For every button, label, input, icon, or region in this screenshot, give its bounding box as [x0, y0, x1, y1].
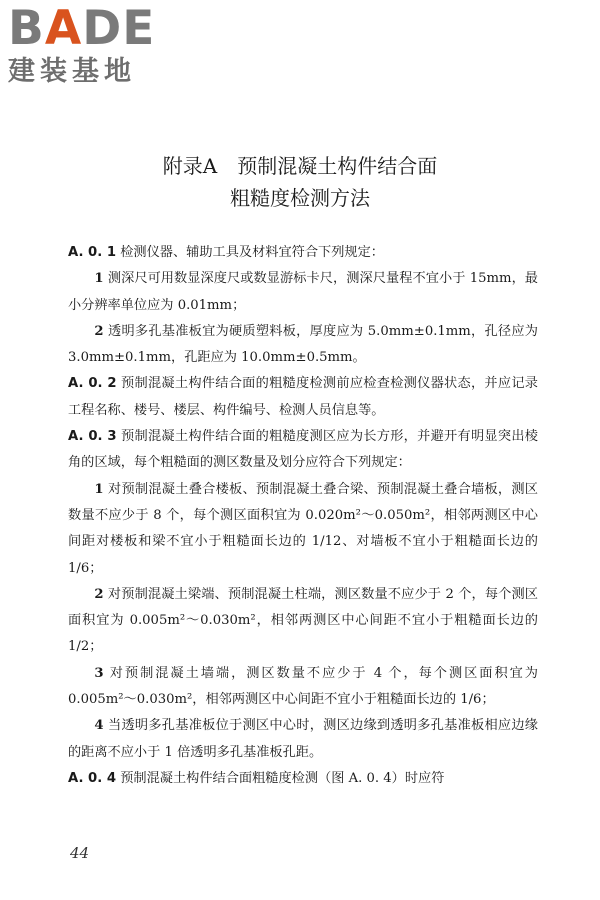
- clause-text: 预制混凝土构件结合面的粗糙度检测前应检查检测仪器状态，并应记录工程名称、楼号、楼层、构件编号、检测人员信息等。: [68, 376, 538, 418]
- appendix-title: [60, 150, 540, 214]
- clause-text: 检测仪器、辅助工具及材料宜符合下列规定：: [116, 245, 384, 260]
- logo-subtitle: 建装基地: [8, 56, 136, 87]
- item-number: 3: [94, 665, 104, 681]
- document-body: [68, 240, 538, 792]
- item-text: 对预制混凝土梁端、预制混凝土柱端，测区数量不应少于 2 个，每个测区面积宜为 0.005m²～0.030m²，相邻两测区中心间距不宜小于粗糙面长边的 1/2；: [68, 586, 538, 655]
- clause-a03-item-2: [68, 582, 538, 661]
- clause-a03-item-4: [68, 713, 538, 766]
- item-text: 透明多孔基准板宜为硬质塑料板，厚度应为 5.0mm±0.1mm，孔径应为 3.0mm±0.1mm，孔距应为 10.0mm±0.5mm。: [68, 323, 538, 366]
- item-number: 2: [94, 586, 104, 602]
- clause-a03: [68, 424, 538, 477]
- item-number: 4: [94, 718, 104, 734]
- clause-number: A. 0. 4: [68, 770, 117, 786]
- clause-a01-item-2: [68, 319, 538, 372]
- clause-text: 预制混凝土构件结合面的粗糙度测区应为长方形，并避开有明显突出棱角的区域，每个粗糙面的测区数量及划分应符合下列规定：: [68, 429, 538, 471]
- clause-a01-item-1: [68, 266, 538, 319]
- item-number: 1: [94, 271, 104, 287]
- clause-a02: [68, 371, 538, 424]
- item-number: 1: [94, 481, 104, 497]
- bade-logo: [8, 1, 178, 90]
- item-text: 测深尺可用数显深度尺或数显游标卡尺，测深尺量程不宜小于 15mm，最小分辨率单位应为 0.01mm；: [68, 271, 538, 313]
- clause-number: A. 0. 3: [68, 429, 117, 445]
- clause-a04: [68, 766, 538, 792]
- page-number: 44: [70, 844, 90, 862]
- clause-a03-item-1: [68, 477, 538, 582]
- item-text: 当透明多孔基准板位于测区中心时，测区边缘到透明多孔基准板相应边缘的距离不应小于 1 倍透明多孔基准板孔距。: [68, 718, 538, 760]
- item-text: 对预制混凝土叠合楼板、预制混凝土叠合梁、预制混凝土叠合墙板，测区数量不应少于 8 个，每个测区面积宜为 0.020m²～0.050m²，相邻两测区中心间距对楼板和梁不宜小于粗糙面长边的 1/12、对墙板不宜小于粗糙面长边的 1/6；: [68, 481, 538, 576]
- clause-number: A. 0. 2: [68, 376, 117, 392]
- appendix-title-line-1: 附录A 预制混凝土构件结合面: [162, 154, 438, 178]
- item-number: 2: [94, 323, 104, 339]
- logo-wordmark: BADE: [8, 1, 156, 56]
- clause-text: 预制混凝土构件结合面粗糙度检测（图 A. 0. 4）时应符: [116, 770, 445, 786]
- clause-a01: [68, 240, 538, 266]
- item-text: 对预制混凝土墙端，测区数量不应少于 4 个，每个测区面积宜为 0.005m²～0.030m²，相邻两测区中心间距不宜小于粗糙面长边的 1/6；: [68, 665, 538, 708]
- clause-a03-item-3: [68, 661, 538, 714]
- appendix-title-line-2: 粗糙度检测方法: [230, 186, 370, 210]
- clause-number: A. 0. 1: [68, 245, 117, 260]
